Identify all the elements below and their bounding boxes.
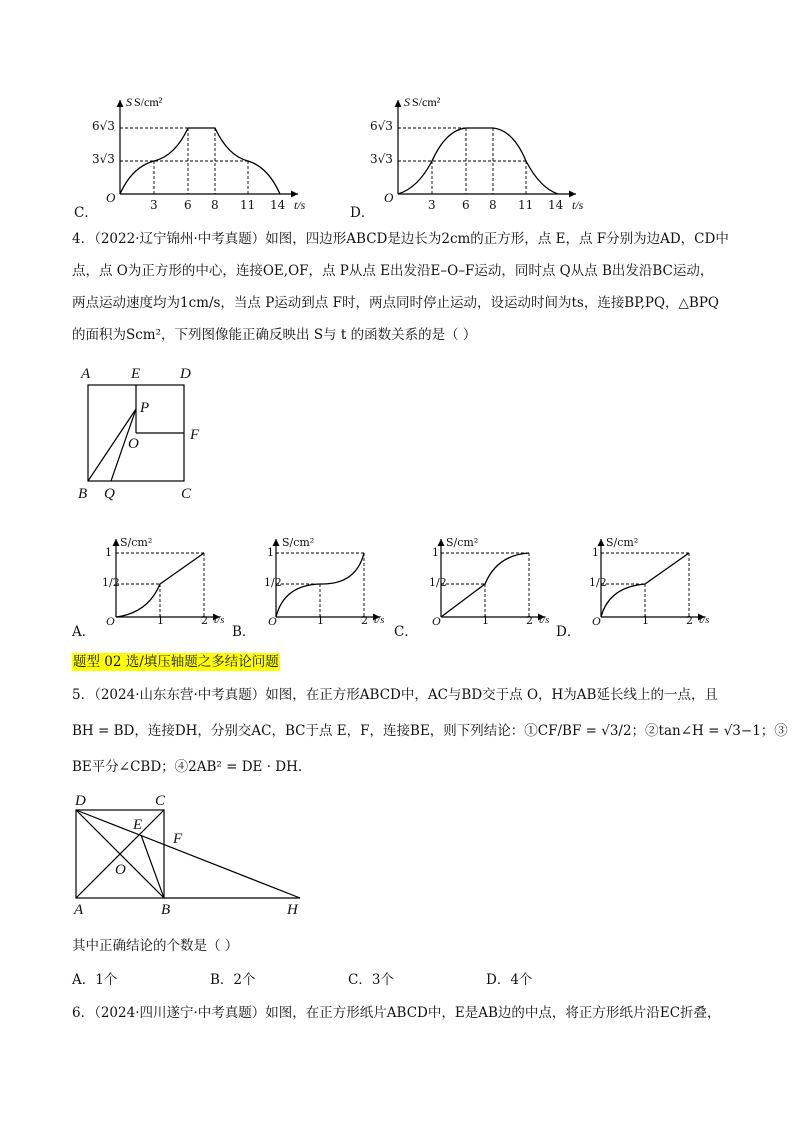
pt-o: O	[128, 436, 139, 452]
pt-d: D	[180, 366, 191, 382]
ylabel-d: S/cm²	[606, 536, 639, 549]
q5-figure-svg	[60, 792, 320, 917]
q5-line3: BE平分∠CBD；④2AB² = DE · DH.	[72, 759, 303, 775]
pt-f: F	[173, 831, 183, 847]
ytick-1: 1	[432, 546, 439, 559]
svg-text:S: S	[404, 95, 410, 109]
pt-b: B	[161, 902, 171, 918]
origin: O	[268, 614, 277, 628]
x-tick: 6	[462, 198, 470, 212]
xtick-2: 2	[201, 614, 208, 627]
pt-q: Q	[104, 486, 115, 502]
q4-option-b: B．	[232, 624, 256, 640]
x-tick: 14	[270, 198, 286, 212]
q3-option-d: D．	[350, 205, 375, 221]
xtick-1: 1	[642, 614, 649, 627]
ylabel: S/cm²	[134, 95, 163, 109]
xtick-1: 1	[482, 614, 489, 627]
origin: O	[592, 614, 601, 628]
q3-option-c: C．	[74, 205, 98, 221]
pt-a: A	[74, 902, 84, 918]
ytick-half: 1/2	[429, 576, 447, 589]
ytick-1: 1	[267, 546, 274, 559]
y-tick-6r3: 6√3	[92, 119, 115, 133]
x-tick: 14	[548, 198, 564, 212]
q5-figure	[60, 792, 320, 921]
x-tick: 11	[240, 198, 256, 212]
xtick-2: 2	[361, 614, 368, 627]
pt-a: A	[81, 366, 91, 382]
q4-line4: 的面积为Scm²，下列图像能正确反映出 S与 t 的函数关系的是（ ）	[72, 327, 477, 343]
xlabel: t/s	[699, 614, 710, 626]
y-tick-3r3: 3√3	[92, 152, 115, 166]
x-tick: 11	[518, 198, 534, 212]
pt-d: D	[75, 793, 86, 809]
q5-question: 其中正确结论的个数是（ ）	[72, 938, 239, 954]
q5-line1: 5．（2024·山东东营·中考真题）如图，在正方形ABCD中，AC与BD交于点 O，H为AB延长线上的一点，且	[72, 687, 718, 703]
q5-choice-d: D．4个	[486, 972, 533, 988]
xtick-2: 2	[526, 614, 533, 627]
ytick-half: 1/2	[589, 576, 607, 589]
xlabel: t/s	[214, 614, 225, 626]
svg-text:S: S	[126, 95, 132, 109]
q4-option-c: C．	[394, 624, 418, 640]
x-tick: 8	[489, 198, 497, 212]
pt-f: F	[190, 427, 200, 443]
q5-choice-c: C．3个	[348, 972, 394, 988]
q5-choice-a: A．1个	[72, 972, 118, 988]
x-tick: 8	[211, 198, 219, 212]
x-tick: 6	[184, 198, 192, 212]
ylabel-c: S/cm²	[446, 536, 479, 549]
x-axis-label: t/s	[572, 198, 584, 212]
q5-choice-b: B．2个	[210, 972, 256, 988]
origin-label: O	[384, 190, 394, 205]
q6-line1: 6．（2024·四川遂宁·中考真题）如图，在正方形纸片ABCD中，E是AB边的中点，将正方形纸片沿EC折叠，	[72, 1005, 721, 1021]
y-tick-3r3: 3√3	[370, 152, 393, 166]
origin: O	[432, 614, 441, 628]
q4-line3: 两点运动速度均为1cm/s，当点 P运动到点 F时，两点同时停止运动，设运动时间为ts，连接BP,PQ，△BPQ	[72, 295, 719, 311]
ytick-half: 1/2	[264, 576, 282, 589]
ytick-half: 1/2	[102, 576, 120, 589]
q4-option-d: D．	[556, 624, 581, 640]
pt-p: P	[140, 400, 150, 416]
xtick-1: 1	[317, 614, 324, 627]
ylabel-a: S/cm²	[120, 536, 153, 549]
ylabel-b: S/cm²	[282, 536, 315, 549]
origin: O	[106, 614, 115, 628]
xlabel: t/s	[374, 614, 385, 626]
pt-c: C	[155, 793, 166, 809]
q4-line2: 点，点 O为正方形的中心，连接OE,OF，点 P从点 E出发沿E–O–F运动，同时点 Q从点 B出发沿BC运动，	[72, 263, 714, 279]
x-tick: 3	[150, 198, 158, 212]
pt-o: O	[115, 862, 126, 878]
xlabel: t/s	[539, 614, 550, 626]
q4-option-a: A．	[72, 624, 96, 640]
pt-e: E	[131, 366, 141, 382]
y-tick-6r3: 6√3	[370, 119, 393, 133]
ylabel: S/cm²	[412, 95, 441, 109]
ytick-1: 1	[105, 546, 112, 559]
xtick-2: 2	[686, 614, 693, 627]
pt-b: B	[78, 486, 88, 502]
origin-label: O	[106, 190, 116, 205]
pt-c: C	[181, 486, 192, 502]
x-tick: 3	[428, 198, 436, 212]
x-axis-label: t/s	[294, 198, 306, 212]
ytick-1: 1	[592, 546, 599, 559]
q4-line1: 4．（2022·辽宁锦州·中考真题）如图，四边形ABCD是边长为2cm的正方形，点 E，点 F分别为边AD，CD中	[72, 231, 729, 247]
pt-e: E	[133, 817, 143, 833]
pt-h: H	[287, 902, 298, 918]
section-header: 题型 02 选/填压轴题之多结论问题	[73, 654, 279, 670]
xtick-1: 1	[157, 614, 164, 627]
q5-line2: BH = BD，连接DH，分别交AC，BC于点 E，F，连接BE，则下列结论：①CF/BF = √3/2；②tan∠H = √3−1；③	[72, 723, 788, 739]
